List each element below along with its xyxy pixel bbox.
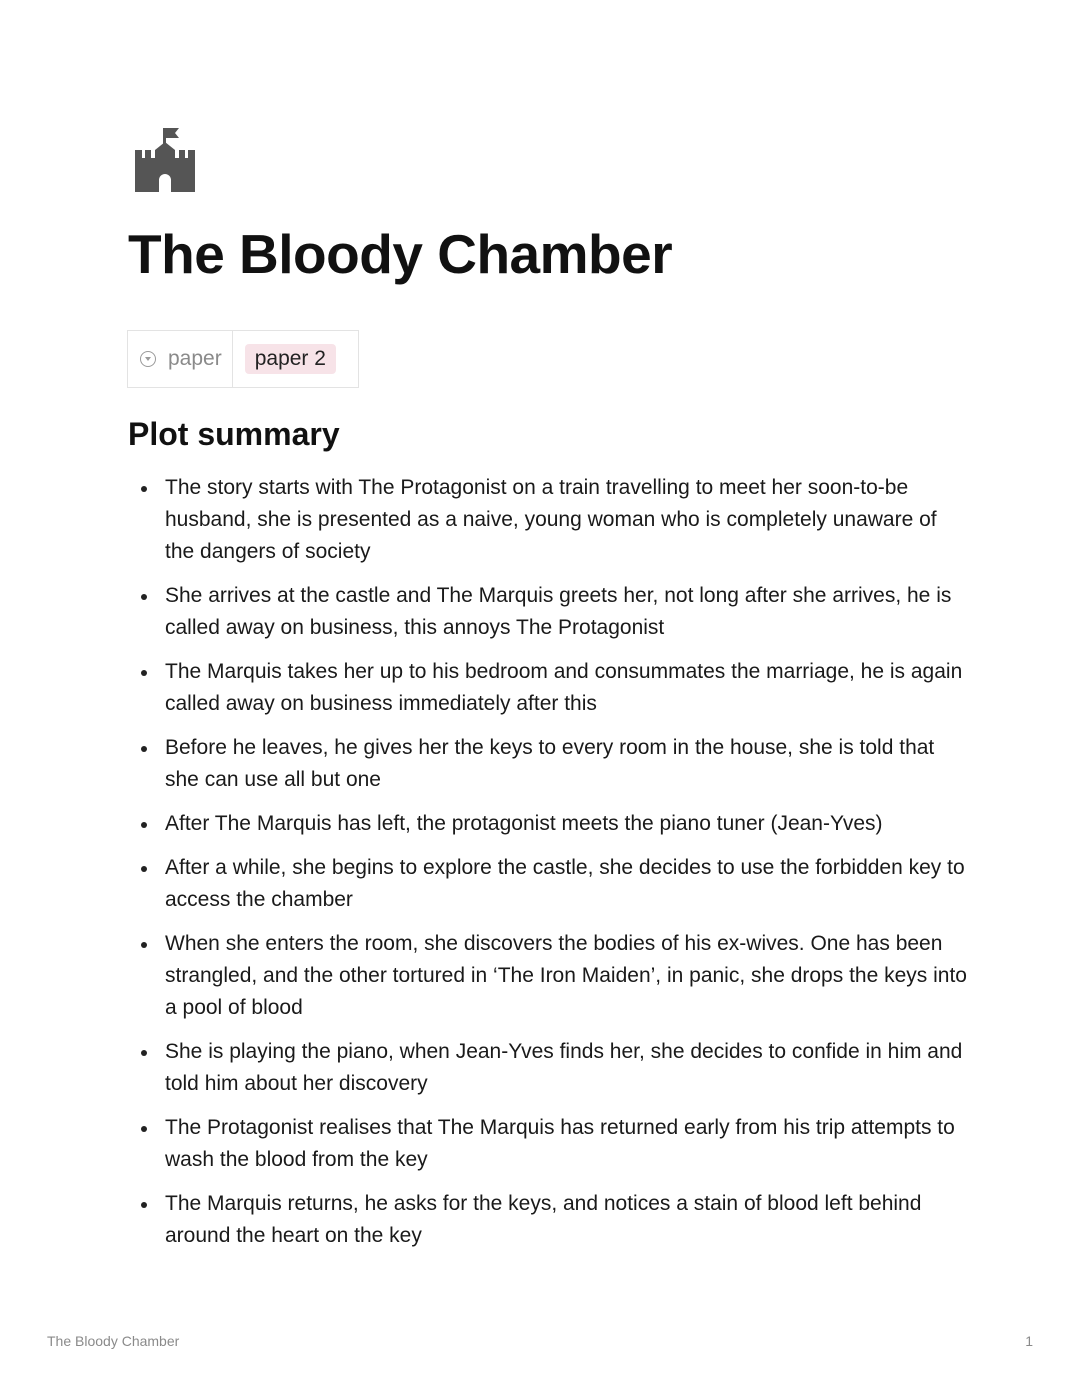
list-item: The Protagonist realises that The Marquis has returned early from his trip attempts to wash the blood from the key — [128, 1112, 968, 1176]
list-item: Before he leaves, he gives her the keys to every room in the house, she is told that she can use all but one — [128, 732, 968, 796]
property-value[interactable] — [233, 331, 358, 387]
list-item: She is playing the piano, when Jean-Yves finds her, she decides to confide in him and told him about her discovery — [128, 1036, 968, 1100]
list-item: The Marquis returns, he asks for the keys, and notices a stain of blood left behind around the heart on the key — [128, 1188, 968, 1252]
footer-title: The Bloody Chamber — [47, 1333, 180, 1349]
list-item: She arrives at the castle and The Marquis greets her, not long after she arrives, he is called away on business, this annoys The Protagonist — [128, 580, 968, 644]
property-row — [127, 330, 359, 388]
list-item: The Marquis takes her up to his bedroom and consummates the marriage, he is again called away on business immediately after this — [128, 656, 968, 720]
list-item: When she enters the room, she discovers the bodies of his ex-wives. One has been strangled, and the other tortured in ‘The Iron Maiden’, in panic, she drops the keys into a pool of blood — [128, 928, 968, 1024]
select-property-icon — [140, 351, 156, 367]
plot-summary-list — [128, 472, 968, 1264]
property-name — [128, 331, 233, 387]
list-item: The story starts with The Protagonist on a train travelling to meet her soon-to-be husband, she is presented as a naive, young woman who is completely unaware of the dangers of society — [128, 472, 968, 568]
list-item: After a while, she begins to explore the castle, she decides to use the forbidden key to access the chamber — [128, 852, 968, 916]
tag-paper-2: paper 2 — [245, 344, 336, 374]
property-label: paper — [168, 347, 222, 370]
list-item: After The Marquis has left, the protagonist meets the piano tuner (Jean-Yves) — [128, 808, 968, 840]
section-heading: Plot summary — [128, 416, 340, 452]
castle-icon — [135, 128, 195, 192]
page-title: The Bloody Chamber — [128, 223, 673, 285]
footer-page-number: 1 — [1025, 1333, 1033, 1349]
